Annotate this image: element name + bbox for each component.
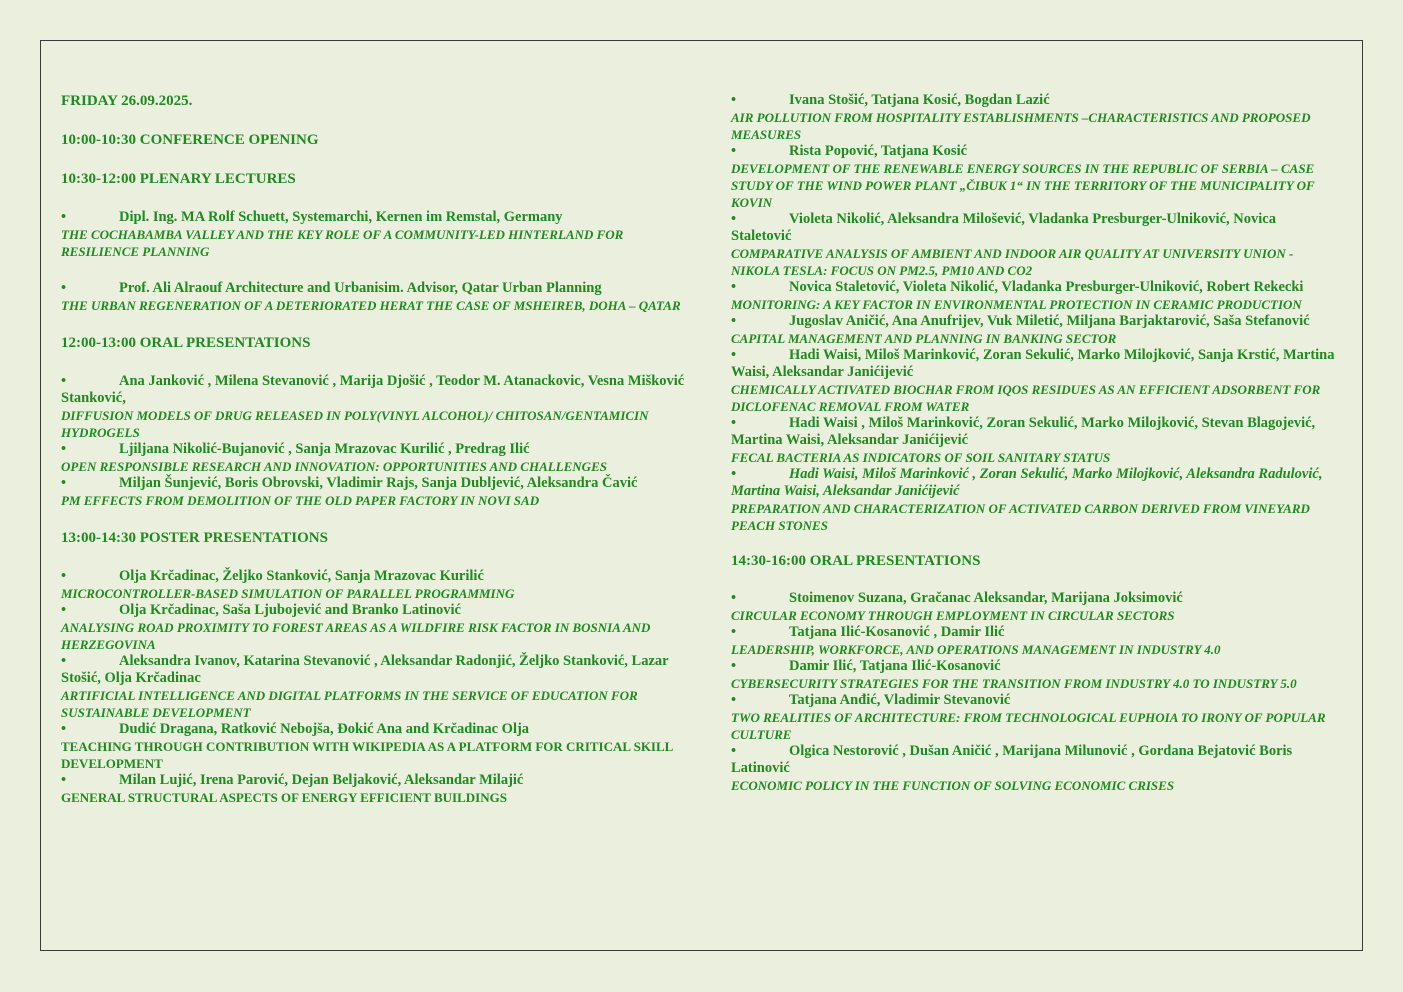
- bullet: •: [731, 92, 737, 108]
- authors: Olgica Nestorović , Dušan Aničić , Marijana Milunović , Gordana Bejatović Boris Latinović: [731, 743, 1293, 776]
- paper-title: DEVELOPMENT OF THE RENEWABLE ENERGY SOURCES IN THE REPUBLIC OF SERBIA – CASE STUDY OF THE WIND POWER PLANT „ČIBUK 1“ IN THE TERRITORY OF THE MUNICIPALITY OF KOVIN: [731, 161, 1315, 210]
- authors: Hadi Waisi, Miloš Marinković , Zoran Sekulić, Marko Milojković, Aleksandra Radulović, Martina Waisi, Aleksandar Janićijević: [731, 466, 1323, 499]
- oral-item: [731, 743, 1336, 794]
- paper-title: TWO REALITIES OF ARCHITECTURE: FROM TECHNOLOGICAL EUPHOIA TO IRONY OF POPULAR CULTURE: [731, 710, 1326, 742]
- paper-title: CAPITAL MANAGEMENT AND PLANNING IN BANKING SECTOR: [731, 331, 1117, 346]
- paper-title: MICROCONTROLLER-BASED SIMULATION OF PARALLEL PROGRAMMING: [61, 586, 515, 601]
- poster-item: [731, 347, 1336, 415]
- authors: Jugoslav Aničić, Ana Anufrijev, Vuk Miletić, Miljana Barjaktarović, Saša Stefanović: [789, 313, 1310, 329]
- paper-title: OPEN RESPONSIBLE RESEARCH AND INNOVATION: OPPORTUNITIES AND CHALLENGES: [61, 459, 607, 474]
- poster-item: [731, 313, 1336, 347]
- authors: Ana Janković , Milena Stevanović , Marija Djošić , Teodor M. Atanackovic, Vesna Mišković Stanković,: [61, 373, 685, 406]
- authors: Ljiljana Nikolić-Bujanović , Sanja Mrazovac Kurilić , Predrag Ilić: [119, 441, 530, 457]
- authors: Olja Krčadinac, Saša Ljubojević and Branko Latinović: [119, 602, 461, 618]
- bullet: •: [61, 602, 67, 618]
- paper-title: THE URBAN REGENERATION OF A DETERIORATED HERAT THE CASE OF MSHEIREB, DOHA – QATAR: [61, 298, 681, 313]
- paper-title: CHEMICALLY ACTIVATED BIOCHAR FROM IQOS RESIDUES AS AN EFFICIENT ADSORBENT FOR DICLOFENAC REMOVAL FROM WATER: [731, 382, 1321, 414]
- authors: Aleksandra Ivanov, Katarina Stevanović , Aleksandar Radonjić, Željko Stanković, Lazar Stošić, Olja Krčadinac: [61, 653, 669, 686]
- authors: Milan Lujić, Irena Parović, Dejan Beljaković, Aleksandar Milajić: [119, 772, 524, 788]
- poster-item: [61, 653, 691, 721]
- oral1-heading: 12:00-13:00 ORAL PRESENTATIONS: [61, 335, 311, 351]
- paper-title: ANALYSING ROAD PROXIMITY TO FOREST AREAS AS A WILDFIRE RISK FACTOR IN BOSNIA AND HERZEGOVINA: [61, 620, 651, 652]
- oral-item: [731, 590, 1336, 624]
- left-column: [61, 92, 691, 806]
- day-heading: FRIDAY 26.09.2025.: [61, 93, 193, 109]
- paper-title: LEADERSHIP, WORKFORCE, AND OPERATIONS MANAGEMENT IN INDUSTRY 4.0: [731, 642, 1221, 657]
- plenary-item: [61, 280, 691, 314]
- authors: Hadi Waisi , Miloš Marinković, Zoran Sekulić, Marko Milojković, Stevan Blagojević, Martina Waisi, Aleksandar Janićijević: [731, 415, 1316, 448]
- bullet: •: [731, 347, 737, 363]
- bullet: •: [61, 280, 67, 296]
- authors: Tatjana Anđić, Vladimir Stevanović: [789, 692, 1011, 708]
- bullet: •: [731, 211, 737, 227]
- paper-title: PM EFFECTS FROM DEMOLITION OF THE OLD PAPER FACTORY IN NOVI SAD: [61, 493, 540, 508]
- paper-title: CIRCULAR ECONOMY THROUGH EMPLOYMENT IN CIRCULAR SECTORS: [731, 608, 1175, 623]
- poster-item: [61, 568, 691, 602]
- bullet: •: [61, 653, 67, 669]
- bullet: •: [731, 743, 737, 759]
- paper-title: DIFFUSION MODELS OF DRUG RELEASED IN POLY(VINYL ALCOHOL)/ CHITOSAN/GENTAMICIN HYDROGELS: [61, 408, 649, 440]
- oral-item: [731, 624, 1336, 658]
- bullet: •: [731, 279, 737, 295]
- oral-item: [731, 692, 1336, 743]
- bullet: •: [61, 772, 67, 788]
- oral-item: [61, 441, 691, 475]
- oral-item: [61, 475, 691, 509]
- authors: Novica Staletović, Violeta Nikolić, Vladanka Presburger-Ulniković, Robert Rekecki: [789, 279, 1304, 295]
- authors: Olja Krčadinac, Željko Stanković, Sanja Mrazovac Kurilić: [119, 568, 484, 584]
- poster-item: [731, 92, 1336, 143]
- authors: Prof. Ali Alraouf Architecture and Urbanisim. Advisor, Qatar Urban Planning: [119, 280, 602, 296]
- bullet: •: [61, 568, 67, 584]
- paper-title: THE COCHABAMBA VALLEY AND THE KEY ROLE OF A COMMUNITY-LED HINTERLAND FOR RESILIENCE PLANNING: [61, 227, 624, 259]
- poster-heading: 13:00-14:30 POSTER PRESENTATIONS: [61, 530, 328, 546]
- bullet: •: [731, 143, 737, 159]
- paper-title: TEACHING THROUGH CONTRIBUTION WITH WIKIPEDIA AS A PLATFORM FOR CRITICAL SKILL DEVELOPMENT: [61, 739, 673, 771]
- paper-title: MONITORING: A KEY FACTOR IN ENVIRONMENTAL PROTECTION IN CERAMIC PRODUCTION: [731, 297, 1302, 312]
- opening-heading: 10:00-10:30 CONFERENCE OPENING: [61, 132, 319, 148]
- paper-title: AIR POLLUTION FROM HOSPITALITY ESTABLISHMENTS –CHARACTERISTICS AND PROPOSED MEASURES: [731, 110, 1311, 142]
- plenary-item: [61, 209, 691, 260]
- bullet: •: [61, 441, 67, 457]
- authors: Rista Popović, Tatjana Kosić: [789, 143, 968, 159]
- poster-item: [731, 279, 1336, 313]
- oral-item: [61, 373, 691, 441]
- bullet: •: [731, 658, 737, 674]
- poster-item: [731, 415, 1336, 466]
- bullet: •: [61, 209, 67, 225]
- bullet: •: [731, 624, 737, 640]
- poster-item: [61, 602, 691, 653]
- paper-title: ECONOMIC POLICY IN THE FUNCTION OF SOLVING ECONOMIC CRISES: [731, 778, 1175, 793]
- authors: Miljan Šunjević, Boris Obrovski, Vladimir Rajs, Sanja Dubljević, Aleksandra Čavić: [119, 475, 638, 491]
- authors: Ivana Stošić, Tatjana Kosić, Bogdan Lazić: [789, 92, 1050, 108]
- right-column: [731, 92, 1336, 794]
- authors: Damir Ilić, Tatjana Ilić-Kosanović: [789, 658, 1001, 674]
- oral2-heading: 14:30-16:00 ORAL PRESENTATIONS: [731, 553, 981, 569]
- bullet: •: [61, 475, 67, 491]
- poster-item: [731, 211, 1336, 279]
- authors: Tatjana Ilić-Kosanović , Damir Ilić: [789, 624, 1005, 640]
- poster-item: [61, 772, 691, 806]
- paper-title: CYBERSECURITY STRATEGIES FOR THE TRANSITION FROM INDUSTRY 4.0 TO INDUSTRY 5.0: [731, 676, 1297, 691]
- authors: Dudić Dragana, Ratković Nebojša, Đokić Ana and Krčadinac Olja: [119, 721, 530, 737]
- bullet: •: [731, 415, 737, 431]
- poster-item: [61, 721, 691, 772]
- authors: Hadi Waisi, Miloš Marinković, Zoran Sekulić, Marko Milojković, Sanja Krstić, Martina Waisi, Aleksandar Janićijević: [731, 347, 1335, 380]
- bullet: •: [61, 721, 67, 737]
- bullet: •: [731, 590, 737, 606]
- bullet: •: [731, 692, 737, 708]
- bullet: •: [731, 313, 737, 329]
- plenary-heading: 10:30-12:00 PLENARY LECTURES: [61, 171, 296, 187]
- paper-title: ARTIFICIAL INTELLIGENCE AND DIGITAL PLATFORMS IN THE SERVICE OF EDUCATION FOR SUSTAINABLE DEVELOPMENT: [61, 688, 638, 720]
- authors: Dipl. Ing. MA Rolf Schuett, Systemarchi, Kernen im Remstal, Germany: [119, 209, 563, 225]
- authors: Stoimenov Suzana, Gračanac Aleksandar, Marijana Joksimović: [789, 590, 1183, 606]
- authors: Violeta Nikolić, Aleksandra Milošević, Vladanka Presburger-Ulniković, Novica Staletović: [731, 211, 1276, 244]
- poster-item: [731, 466, 1336, 534]
- paper-title: GENERAL STRUCTURAL ASPECTS OF ENERGY EFFICIENT BUILDINGS: [61, 790, 507, 805]
- paper-title: PREPARATION AND CHARACTERIZATION OF ACTIVATED CARBON DERIVED FROM VINEYARD PEACH STONES: [731, 501, 1310, 533]
- oral-item: [731, 658, 1336, 692]
- poster-item: [731, 143, 1336, 211]
- bullet: •: [731, 466, 737, 482]
- bullet: •: [61, 373, 67, 389]
- paper-title: COMPARATIVE ANALYSIS OF AMBIENT AND INDOOR AIR QUALITY AT UNIVERSITY UNION - NIKOLA TESLA: FOCUS ON PM2.5, PM10 AND CO2: [731, 246, 1294, 278]
- paper-title: FECAL BACTERIA AS INDICATORS OF SOIL SANITARY STATUS: [731, 450, 1111, 465]
